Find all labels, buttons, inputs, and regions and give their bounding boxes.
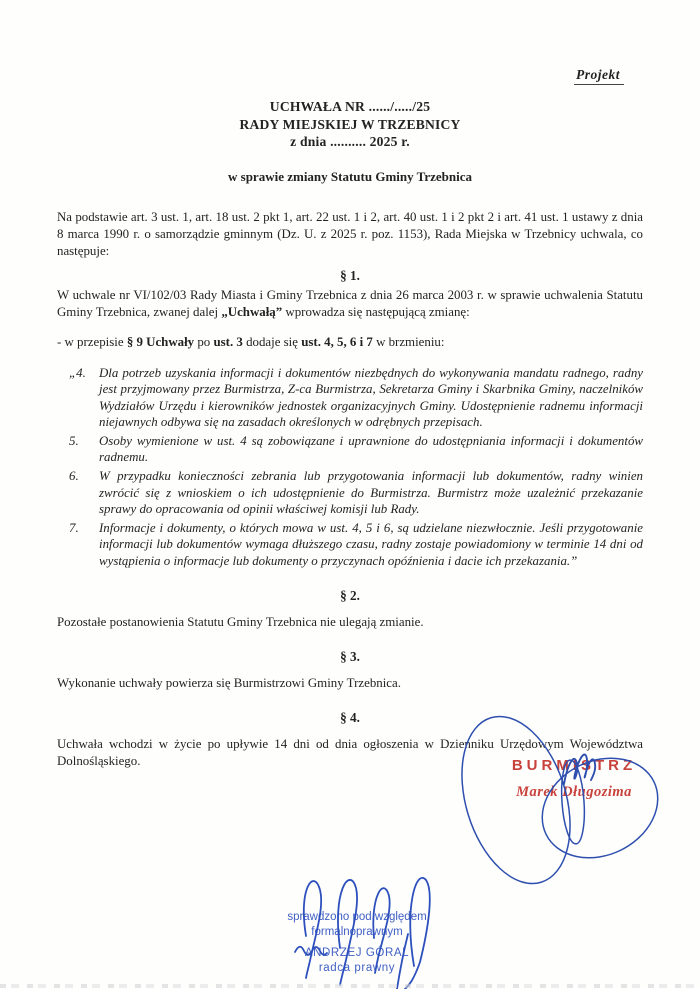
title-line-date: z dnia .......... 2025 r. [290,134,410,149]
section-2-body: Pozostałe postanowienia Statutu Gminy Trzebnica nie ulegają zmianie. [57,614,424,629]
section-2-mark: § 2. [340,587,360,603]
title-line-number: UCHWAŁA NR ....../...../25 [269,99,431,114]
preamble-paragraph: Na podstawie art. 3 ust. 1, art. 18 ust. 2 pkt 1, art. 22 ust. 1 i 2, art. 40 ust. 1 i 2 pkt 2 i art. 41 ust. 1 ustawy z dnia 8 marca 1990 r. o samorządzie gminnym (Dz. U. z 2025 r. poz. 1153), Rada Miejska w Trzebnicy uchwala, co następuje: [57,209,643,258]
legal-stamp-line-2: formalnoprawnym [311,926,403,938]
list-item-text: Dla potrzeb uzyskania informacji i dokumentów niezbędnych do wykonywania mandatu radnego, radny jest przyjmowany przez Burmistrza, Z-ca Burmistrza, Sekretarza Gminy i Skarbnika Gminy, naczelników Wydziałów Urzędu i kierowników jednostek organizacyjnych Gminy. Udostępnienie radnemu informacji niejawnych odbywa się na zasadach określonych w odrębnych przepisach. [99,365,643,430]
list-item [67,468,643,518]
legal-counsel-stamp-block [262,858,452,989]
section-3-mark: § 3. [340,648,360,664]
legal-signature-ink [262,858,452,989]
amend-text-2: po [194,334,214,349]
legal-stamp-name: ANDRZEJ GÓRAL [304,947,410,959]
subject-line: w sprawie zmiany Statutu Gminy Trzebnica [228,168,472,184]
legal-stamp-role: radca prawny [318,962,396,974]
list-item [67,365,643,431]
project-label: Projekt [574,66,624,85]
section-1-mark: § 1. [340,267,360,283]
list-item-number: 6. [69,469,79,484]
list-item-text: W przypadku konieczności zebrania lub przygotowania informacji lub dokumentów, radny winien zwrócić się z wnioskiem o ich udostępnienie do Burmistrza. Burmistrz może uzależnić przekazanie sprawy do opracowania od opinii właściwej komisji lub Rady. [99,469,643,517]
intro-text-2: wprowadza się następującą zmianę: [282,304,470,319]
intro-text-1: W uchwale nr VI/102/03 Rady Miasta i Gminy Trzebnica z dnia 26 marca 2003 r. w sprawie uchwalenia Statutu Gminy Trzebnica, zwanej dalej [57,287,643,319]
section-4-body: Uchwała wchodzi w życie po upływie 14 dni od dnia ogłoszenia w Dzienniku Urzędowym Województwa Dolnośląskiego. [57,736,643,768]
title-line-council: RADY MIEJSKIEJ W TRZEBNICY [239,116,461,132]
scan-artifact-band [0,984,700,988]
legal-stamp-line-1: sprawdzono pod względem [287,911,427,923]
list-item-number: 7. [69,520,79,535]
mayor-stamp-name: Marek Długozima [516,784,632,800]
amendment-line [57,334,643,351]
amend-bold-1: § 9 Uchwały [126,334,195,349]
document-title [57,98,643,151]
amend-text-3: dodaje się [242,334,302,349]
section-3-body: Wykonanie uchwały powierza się Burmistrzowi Gminy Trzebnica. [57,675,401,690]
mayor-stamp-title: BURMISTRZ [511,757,637,774]
mayor-stamp-block [452,700,664,892]
amend-text-1: - w przepisie [57,334,127,349]
amend-bold-3: ust. 4, 5, 6 i 7 [301,334,373,349]
list-item-text: Osoby wymienione w ust. 4 są zobowiązane i uprawnione do udostępniania informacji i dokumentów radnemu. [99,433,643,465]
section-1-intro [57,287,643,321]
list-item-number: „4. [69,365,86,380]
intro-bold-uchwala: „Uchwałą” [221,304,283,319]
list-item [67,433,643,466]
mayor-signature-ink [452,700,664,892]
amend-text-4: w brzmieniu: [372,334,445,349]
amendment-list [67,365,643,570]
amend-bold-2: ust. 3 [213,334,243,349]
list-item-text: Informacje i dokumenty, o których mowa w ust. 4, 5 i 6, są udzielane niezwłocznie. Jeśli przygotowanie informacji lub dokumentów wymaga dłuższego czasu, radny zostaje powiadomiony w terminie 14 dni od wystąpienia o informacje lub dokumenty o przyczynach opóźnienia i dacie ich przekazania.” [99,520,643,569]
list-item-number: 5. [69,433,79,448]
section-4-mark: § 4. [340,709,360,725]
list-item [67,520,643,570]
